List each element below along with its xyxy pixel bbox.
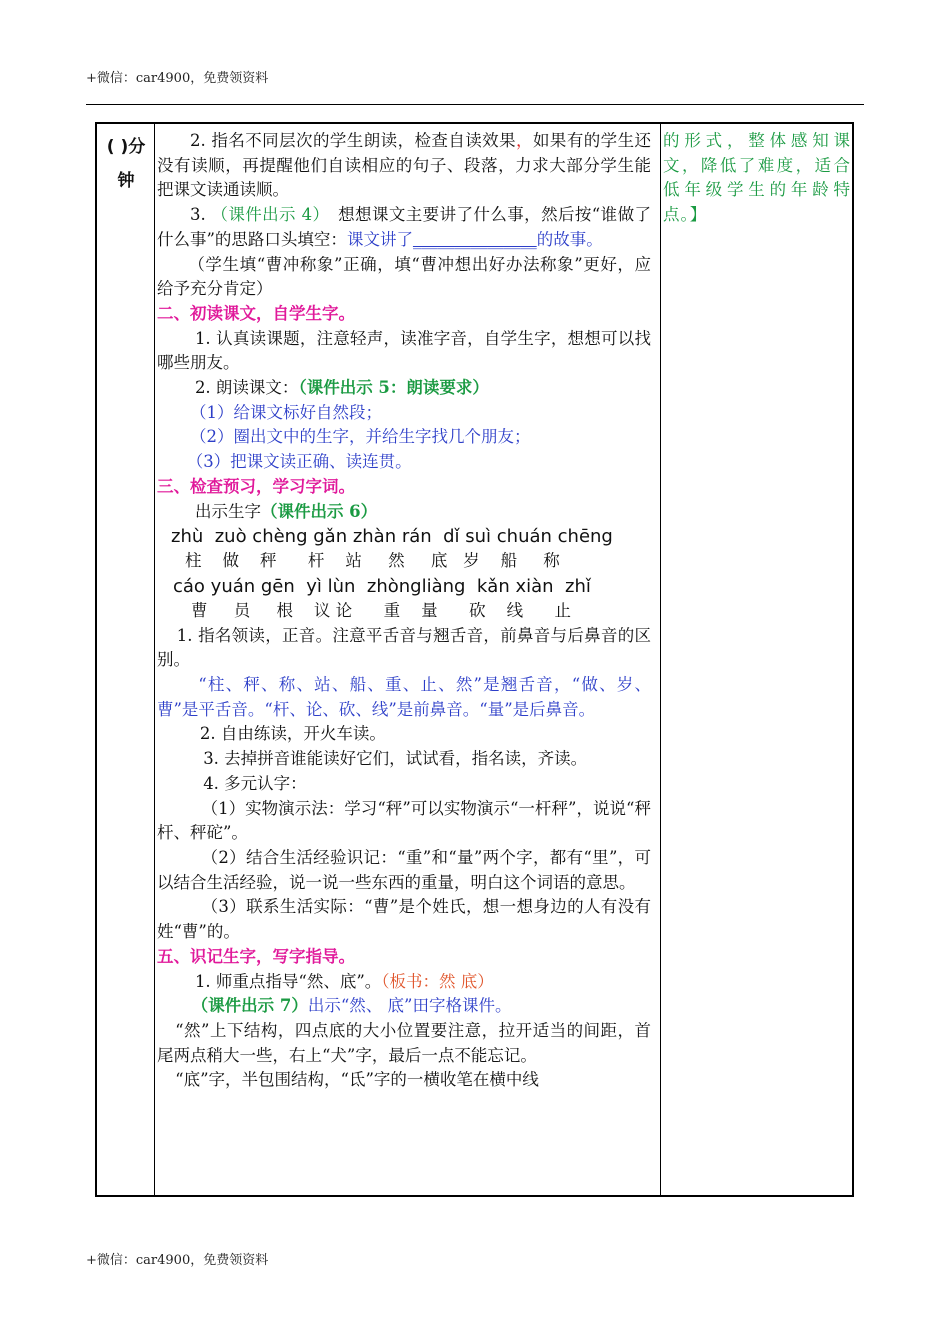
paragraph: “底”字，半包围结构，“氐”字的一横收笔在横中线	[175, 1070, 539, 1090]
paragraph: 1. 认真读课题，注意轻声，读准字音，自学生字，想想可以找哪些朋友。	[157, 328, 651, 373]
paragraph: 2. 指名不同层次的学生朗读，检查自读效果，如果有的学生还没有读顺，再提醒他们自读相应的句子、段落，力求大部分学生能把课文读通读顺。	[157, 131, 652, 200]
section-heading: 二、初读课文，自学生字。	[157, 303, 355, 323]
paragraph: 出示生字（课件出示 6）	[194, 501, 378, 521]
pinyin-row: cáo yuán gēn yì lùn zhòngliàng kǎn xiàn zhǐ	[173, 575, 591, 597]
paragraph: （学生填“曹冲称象”正确，填“曹冲想出好办法称象”更好，应给予充分肯定）	[157, 254, 651, 299]
list-item: （1）给课文标好自然段；	[190, 402, 382, 422]
paragraph: 2. 自由练读，开火车读。	[199, 724, 386, 744]
lesson-table	[95, 122, 854, 1197]
column-divider	[660, 124, 661, 1195]
column-divider	[154, 124, 155, 1195]
page-footer: +微信：car4900，免费领资料	[86, 1253, 269, 1268]
paragraph: 1. 指名领读，正音。注意平舌音与翘舌音，前鼻音与后鼻音的区别。	[157, 625, 651, 670]
paragraph: 3. （课件出示 4） 想想课文主要讲了什么事，然后按“谁做了什么事”的思路口头填空：课文讲了_______________的故事。	[157, 205, 651, 249]
time-cell	[97, 130, 155, 198]
paragraph: （课件出示 7）出示“然、 底”田字格课件。	[191, 996, 512, 1016]
section-heading: 五、识记生字，写字指导。	[157, 946, 355, 966]
paragraph: （2）结合生活经验识记：“重”和“量”两个字，都有“里”，可以结合生活经验，说一说一些东西的重量，明白这个词语的意思。	[157, 847, 651, 892]
paragraph: “柱、秤、称、站、船、重、止、然”是翘舌音，“做、岁、曹”是平舌音。“杆、论、砍、线”是前鼻音。“量”是后鼻音。	[157, 675, 651, 719]
paragraph: 4. 多元认字：	[203, 773, 307, 793]
paragraph: （3）联系生活实际：“曹”是个姓氏，想一想身边的人有没有姓“曹”的。	[157, 897, 651, 942]
pinyin-row: zhù zuò chèng gǎn zhàn rán dǐ suì chuán chēng	[171, 526, 613, 548]
list-item: （3）把课文读正确、读连贯。	[186, 452, 412, 472]
time-cell-unit: 钟	[117, 171, 135, 191]
paragraph: 3. 去掉拼音谁能读好它们，试试看，指名读，齐读。	[203, 749, 588, 769]
page-header: +微信：car4900，免费领资料	[86, 71, 269, 86]
paragraph: 2. 朗读课文：（课件出示 5：朗读要求）	[194, 378, 489, 398]
header-rule	[86, 104, 864, 105]
section-heading: 三、检查预习，学习字词。	[157, 476, 355, 496]
paragraph: 1. 师重点指导“然、底”。（板书：然 底）	[194, 971, 494, 991]
time-cell-minutes: ( )分	[106, 137, 146, 157]
paragraph: “然”上下结构，四点底的大小位置要注意，拉开适当的间距，首尾两点稍大一些，右上“犬”字，最后一点不能忘记。	[157, 1020, 651, 1065]
list-item: （2）圈出文中的生字，并给生字找几个朋友；	[190, 427, 531, 447]
design-notes-cell: 的形式，整体感知课文，降低了难度，适合低年级学生的年龄特点。】	[663, 131, 851, 225]
hanzi-row: 曹 员 根 议 论 重 量 砍 线 止	[191, 600, 572, 620]
paragraph: （1）实物演示法：学习“秤”可以实物演示“一杆秤”，说说“秤杆、秤砣”。	[157, 798, 651, 843]
teaching-process-cell	[157, 129, 651, 1093]
hanzi-row: 柱 做 秤 杆 站 然 底 岁 船 称	[185, 551, 560, 571]
